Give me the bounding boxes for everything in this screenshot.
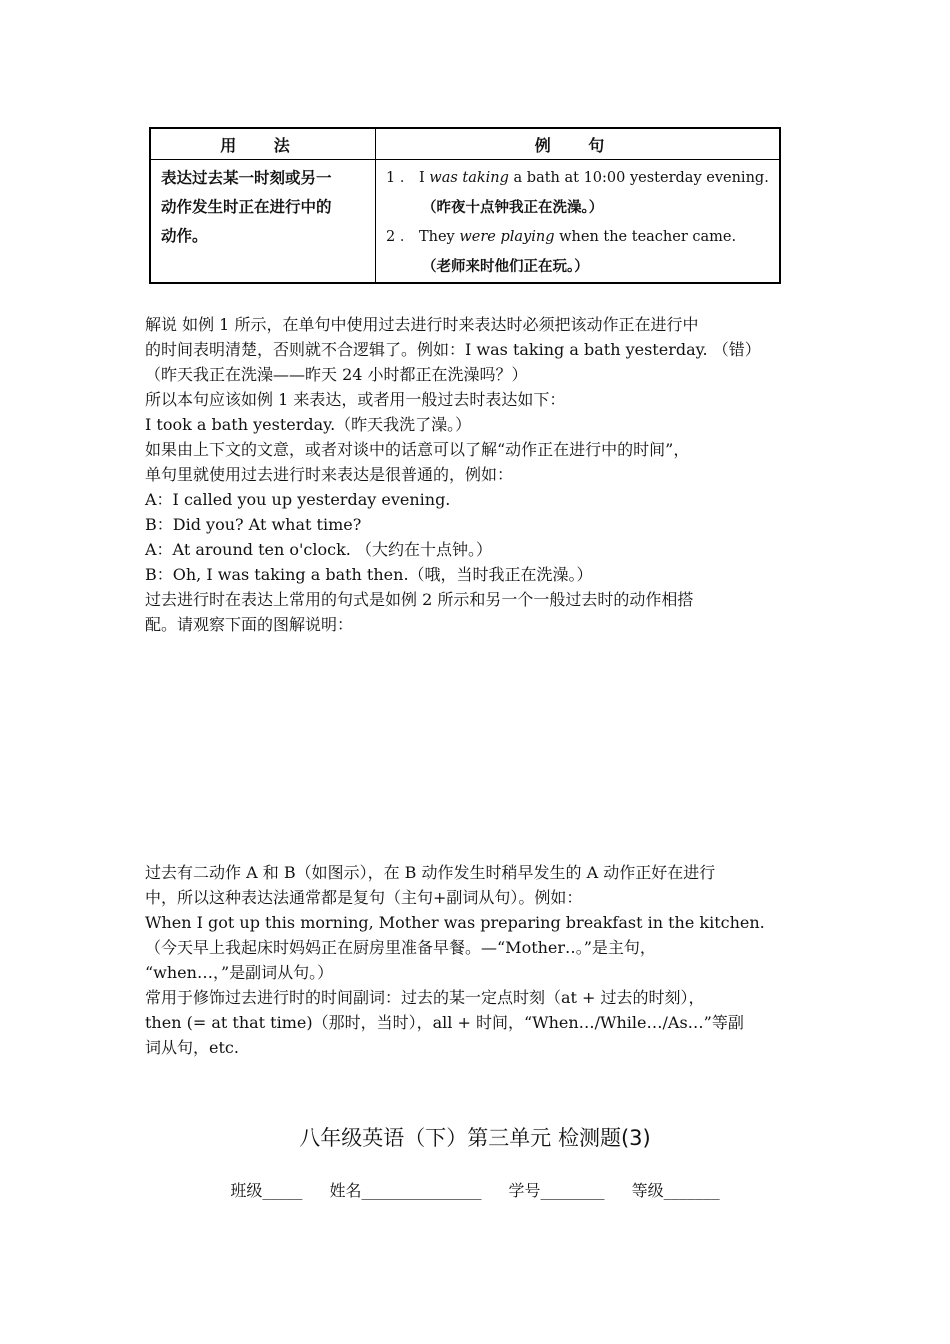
table-header-row [150,128,780,160]
usage-line: 表达过去某一时刻或另一 [161,169,332,187]
text-line: 的时间表明清楚，否则就不合逻辑了。例如：I was taking a bath yesterday. （错） [145,340,761,359]
example-verb: was taking [429,170,509,186]
text-line: B：Oh, I was taking a bath then.（哦，当时我正在洗澡。） [145,565,593,584]
examples-cell [376,160,781,284]
text-line: A：At around ten o'clock. （大约在十点钟。） [145,540,492,559]
text-line: A：I called you up yesterday evening. [145,490,451,509]
example-2 [386,223,779,253]
example-text-pre: They [418,229,460,245]
text-line: B：Did you? At what time? [145,515,362,534]
text-line: “when…，”是副词从句。） [145,963,334,982]
example-verb: were playing [459,229,555,245]
example-number: 2 ． [386,229,415,245]
usage-table [149,127,781,284]
text-line: 中，所以这种表达法通常都是复句（主句+副词从句）。例如： [145,888,583,907]
class-field[interactable]: 班级_____ [230,1181,303,1200]
text-line: 单句里就使用过去进行时来表达是很普通的，例如： [145,465,514,484]
text-line: 配。请观察下面的图解说明： [145,615,354,634]
example-2-translation: （老师来时他们正在玩。） [422,258,589,275]
example-1-translation: （昨夜十点钟我正在洗澡。） [422,199,604,216]
text-line: （昨天我正在洗澡——昨天 24 小时都正在洗澡吗？） [145,365,528,384]
text-line: then (= at that time)（那时，当时），all + 时间，“When…/While…/As…”等副 [145,1013,744,1032]
text-line: I took a bath yesterday.（昨天我洗了澡。） [145,415,472,434]
text-line: When I got up this morning, Mother was preparing breakfast in the kitchen. [145,913,765,932]
header-example: 例 句 [376,128,781,160]
text-line: 所以本句应该如例 1 来表达，或者用一般过去时表达如下： [145,390,566,409]
text-line: 词从句，etc. [145,1038,239,1057]
example-1 [386,164,779,194]
usage-line: 动作发生时正在进行中的 [161,198,332,216]
text-line: 如果由上下文的文意，或者对谈中的话意可以了解“动作正在进行中的时间”， [145,440,690,459]
student-info-row [0,1178,950,1201]
text-line: （今天早上我起床时妈妈正在厨房里准备早餐。—“Mother‥。”是主句， [145,938,656,957]
text-line: 解说 如例 1 所示，在单句中使用过去进行时来表达时必须把该动作正在进行中 [145,315,699,334]
example-text-post: a bath at 10:00 yesterday evening. [508,170,769,186]
usage-cell [150,160,376,284]
header-usage: 用 法 [150,128,376,160]
usage-line: 动作。 [161,227,208,245]
explanation-section-2 [145,860,825,1060]
student-number-field[interactable]: 学号________ [508,1181,605,1200]
table-row [150,160,780,284]
text-line: 过去进行时在表达上常用的句式是如例 2 所示和另一个一般过去时的动作相搭 [145,590,694,609]
explanation-section [145,312,825,637]
example-text-pre: I [418,170,430,186]
name-field[interactable]: 姓名_______________ [329,1181,482,1200]
text-line: 常用于修饰过去进行时的时间副词：过去的某一定点时刻（at + 过去的时刻）， [145,988,705,1007]
example-number: 1 ． [386,170,415,186]
grade-field[interactable]: 等级_______ [631,1181,720,1200]
page-title: 八年级英语（下）第三单元 检测题(3) [299,1126,651,1150]
text-line: 过去有二动作 A 和 B（如图示），在 B 动作发生时稍早发生的 A 动作正好在进行 [145,863,716,882]
example-text-post: when the teacher came. [554,229,737,245]
